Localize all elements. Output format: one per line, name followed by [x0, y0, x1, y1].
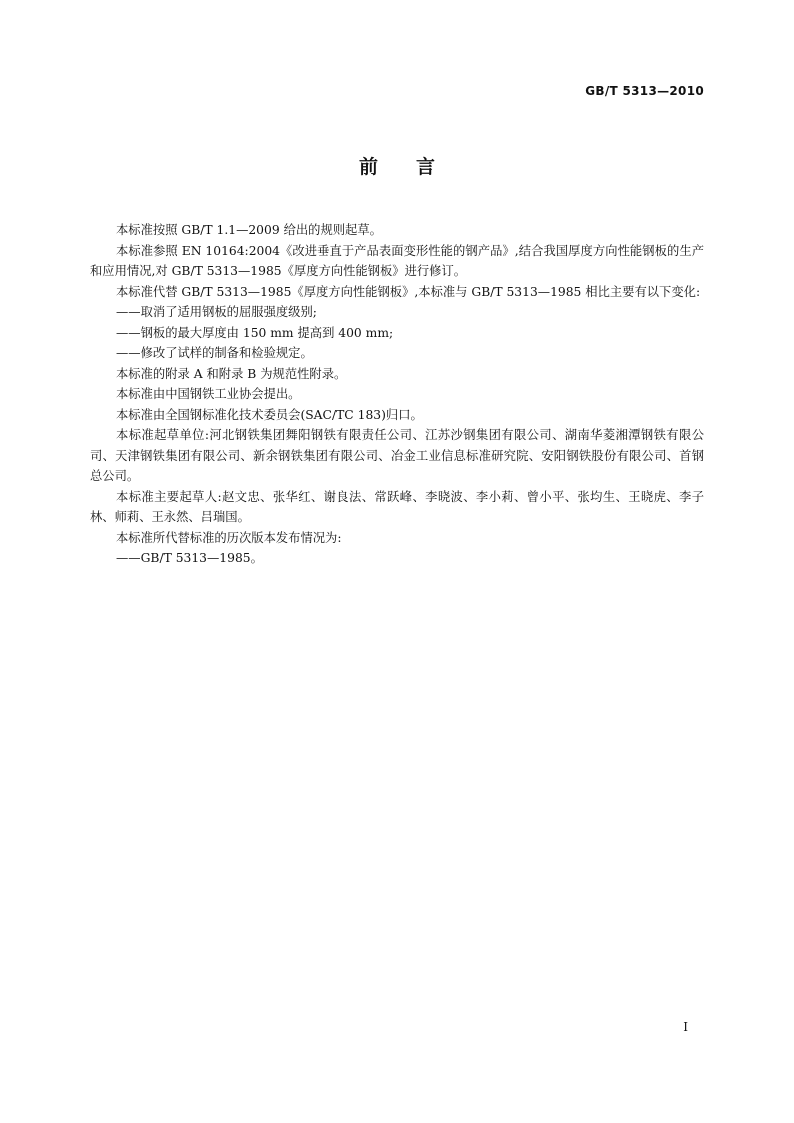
- change-item-3: ——修改了试样的制备和检验规定。: [116, 346, 313, 360]
- paragraph-drafting-rules: 本标准按照 GB/T 1.1—2009 给出的规则起草。: [116, 223, 382, 237]
- history-item-1: ——GB/T 5313—1985。: [116, 551, 263, 565]
- page-title: 前言: [358, 156, 473, 178]
- change-item-1: ——取消了适用钢板的屈服强度级别;: [116, 305, 317, 319]
- paragraph-history: 本标准所代替标准的历次版本发布情况为:: [116, 530, 342, 545]
- paragraph-drafting-units: 本标准起草单位:河北钢铁集团舞阳钢铁有限责任公司、江苏沙钢集团有限公司、湖南华菱湘潭钢铁有限公司、天津钢铁集团有限公司、新余钢铁集团有限公司、冶金工业信息标准研究院、安阳钢铁股份有限公司、首钢总公司。: [90, 428, 704, 483]
- change-item-2: ——钢板的最大厚度由 150 mm 提高到 400 mm;: [116, 325, 394, 340]
- standard-code: GB/T 5313—2010: [585, 84, 704, 98]
- paragraph-replacement: 本标准代替 GB/T 5313—1985《厚度方向性能钢板》,本标准与 GB/T 5313—1985 相比主要有以下变化:: [116, 284, 701, 299]
- paragraph-reference: 本标准参照 EN 10164:2004《改进垂直于产品表面变形性能的钢产品》,结合我国厚度方向性能钢板的生产和应用情况,对 GB/T 5313—1985《厚度方向性能钢板》进行修订。: [90, 243, 704, 278]
- page-number: I: [683, 1020, 688, 1034]
- paragraph-proposer: 本标准由中国钢铁工业协会提出。: [116, 387, 301, 401]
- paragraph-committee: 本标准由全国钢标准化技术委员会(SAC/TC 183)归口。: [116, 407, 423, 422]
- foreword-body: [90, 220, 704, 569]
- paragraph-annex: 本标准的附录 A 和附录 B 为规范性附录。: [116, 366, 347, 381]
- paragraph-drafters: 本标准主要起草人:赵文忠、张华红、谢良法、常跃峰、李晓波、李小莉、曾小平、张均生、王晓虎、李子林、师莉、王永然、吕瑞国。: [90, 489, 704, 524]
